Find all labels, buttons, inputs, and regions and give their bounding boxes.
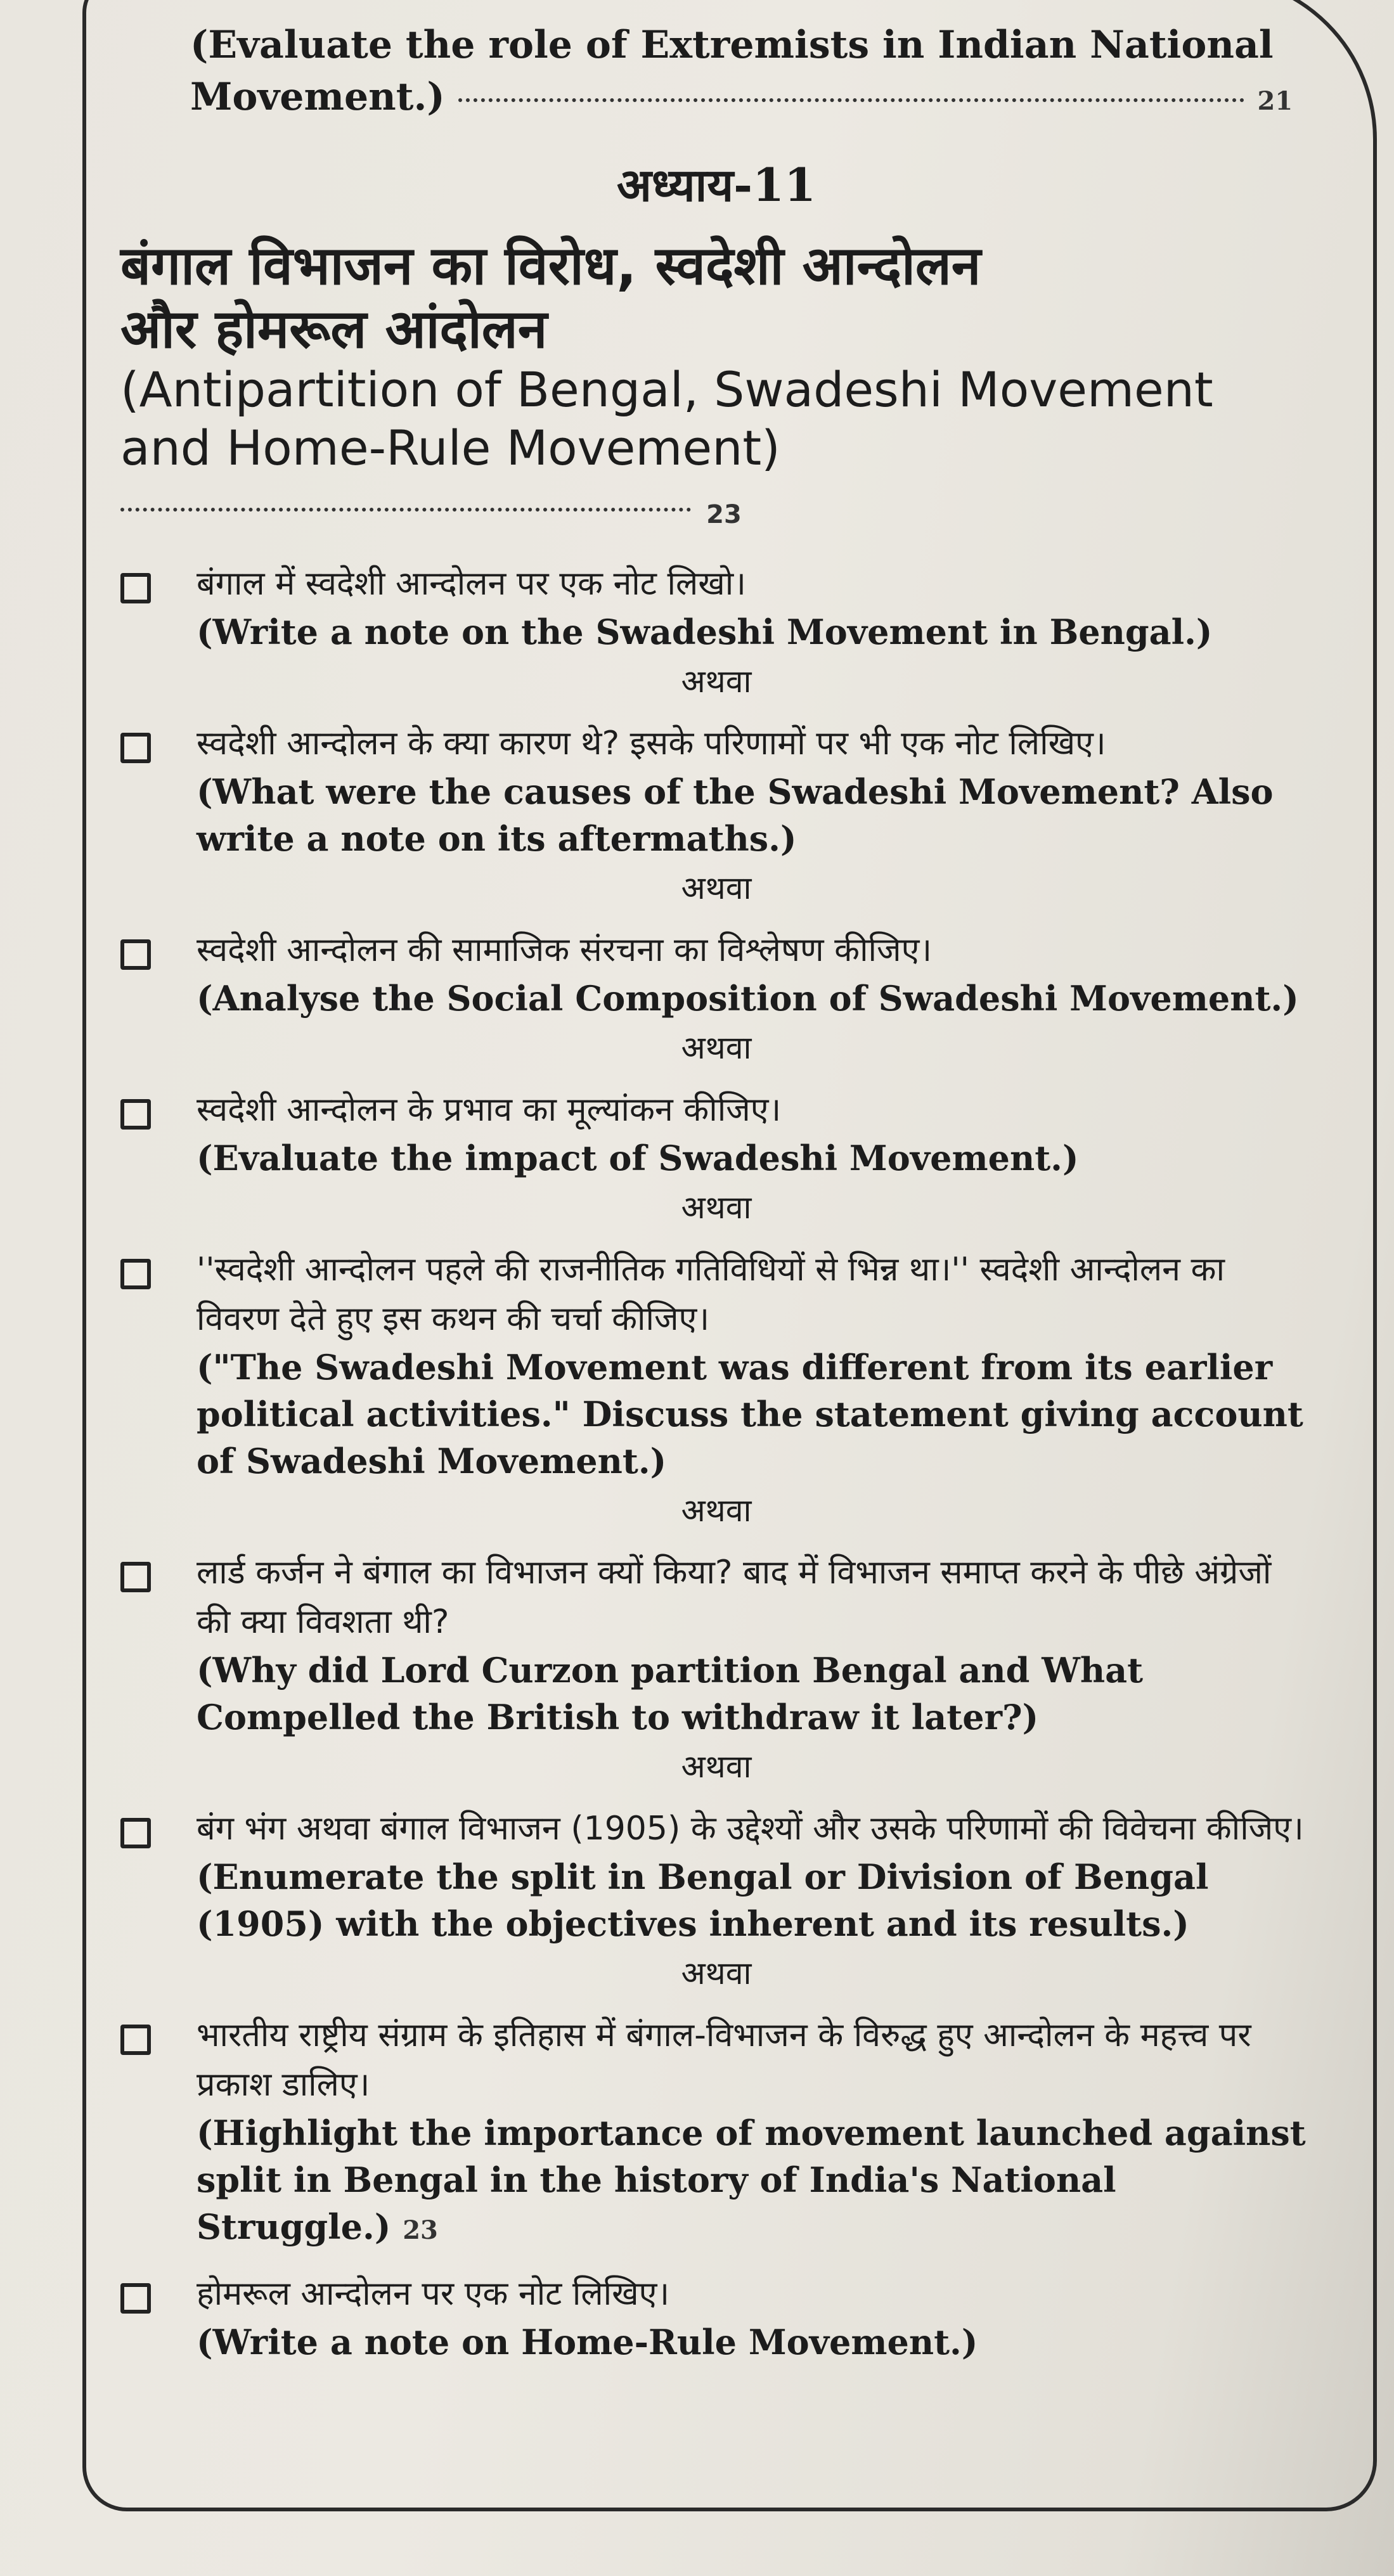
- question-item: [120, 1085, 1312, 1182]
- or-separator: अथवा: [681, 1189, 752, 1226]
- or-separator: अथवा: [681, 1029, 752, 1066]
- question-hindi: स्वदेशी आन्दोलन के क्या कारण थे? इसके परिणामों पर भी एक नोट लिखिए।: [197, 724, 1106, 763]
- previous-entry-line2: [190, 71, 1312, 127]
- previous-entry-line1: (Evaluate the role of Extremists in Indian National: [190, 23, 1274, 67]
- question-item: [120, 925, 1312, 1022]
- chapter-title-hindi-1: बंगाल विभाजन का विरोध, स्वदेशी आन्दोलन: [120, 235, 981, 297]
- or-separator: अथवा: [681, 1492, 752, 1529]
- or-separator: अथवा: [681, 1955, 752, 1992]
- chapter-label: अध्याय-11: [616, 158, 816, 212]
- checkbox-icon: [120, 1562, 151, 1592]
- chapter-title-hindi-2: और होमरूल आंदोलन: [120, 298, 548, 360]
- chapter-title-english-2-row: [120, 419, 1312, 544]
- question-hindi: बंगाल में स्वदेशी आन्दोलन पर एक नोट लिखो।: [197, 565, 746, 603]
- question-hindi: स्वदेशी आन्दोलन के प्रभाव का मूल्यांकन कीजिए।: [197, 1091, 782, 1129]
- chapter-title: [120, 234, 1312, 544]
- previous-entry: [190, 19, 1312, 127]
- chapter-title-english-1: (Antipartition of Bengal, Swadeshi Movement: [120, 361, 1213, 418]
- question-english: ("The Swadeshi Movement was different from its earlier political activities." Discuss the statement giving account of Swadeshi Movement.): [197, 1347, 1303, 1481]
- question-hindi: ''स्वदेशी आन्दोलन पहले की राजनीतिक गतिविधियों से भिन्न था।'' स्वदेशी आन्दोलन का विवरण देते हुए इस कथन की चर्चा कीजिए।: [197, 1251, 1225, 1338]
- dot-leader: [458, 98, 1244, 102]
- question-item: [120, 719, 1312, 862]
- or-separator: अथवा: [681, 870, 752, 906]
- question-english: (Analyse the Social Composition of Swadeshi Movement.): [197, 978, 1299, 1019]
- page-content: [120, 19, 1312, 2366]
- question-hindi: लार्ड कर्जन ने बंगाल का विभाजन क्यों किया? बाद में विभाजन समाप्त करने के पीछे अंग्रेजों की क्या विवशता थी?: [197, 1554, 1272, 1641]
- checkbox-icon: [120, 1818, 151, 1848]
- question-page: 23: [403, 2215, 438, 2245]
- checkbox-icon: [120, 733, 151, 763]
- checkbox-icon: [120, 1259, 151, 1289]
- question-english: (Write a note on the Swadeshi Movement in Bengal.): [197, 612, 1213, 652]
- question-hindi: स्वदेशी आन्दोलन की सामाजिक संरचना का विश्लेषण कीजिए।: [197, 931, 933, 969]
- question-item: [120, 1245, 1312, 1484]
- question-english: (Highlight the importance of movement launched against split in Bengal in the history of India's National Struggle.): [197, 2113, 1306, 2247]
- question-english-row: [197, 2109, 1312, 2254]
- question-english: (Write a note on Home-Rule Movement.): [197, 2322, 978, 2362]
- question-item: [120, 2011, 1312, 2254]
- question-english: (Why did Lord Curzon partition Bengal and What Compelled the British to withdraw it later?): [197, 1650, 1144, 1737]
- checkbox-icon: [120, 2283, 151, 2314]
- question-item: [120, 1804, 1312, 1947]
- question-item: [120, 559, 1312, 655]
- or-separator: अथवा: [681, 1748, 752, 1785]
- dot-leader: [120, 508, 691, 512]
- question-hindi: बंग भंग अथवा बंगाल विभाजन (1905) के उद्देश्यों और उसके परिणामों की विवेचना कीजिए।: [197, 1810, 1304, 1848]
- or-separator: अथवा: [681, 663, 752, 700]
- question-english: (What were the causes of the Swadeshi Movement? Also write a note on its aftermaths.): [197, 771, 1274, 859]
- question-item: [120, 2269, 1312, 2366]
- question-english: (Evaluate the impact of Swadeshi Movement.): [197, 1138, 1079, 1178]
- checkbox-icon: [120, 939, 151, 970]
- checkbox-icon: [120, 2025, 151, 2055]
- previous-entry-page: 21: [1257, 86, 1293, 116]
- chapter-title-english-2: and Home-Rule Movement): [120, 420, 780, 476]
- question-item: [120, 1548, 1312, 1741]
- previous-entry-line2-text: Movement.): [190, 75, 445, 119]
- chapter-page: 23: [706, 500, 742, 529]
- question-english: (Enumerate the split in Bengal or Division of Bengal (1905) with the objectives inherent and its results.): [197, 1857, 1209, 1944]
- checkbox-icon: [120, 1099, 151, 1130]
- question-hindi: होमरूल आन्दोलन पर एक नोट लिखिए।: [197, 2275, 670, 2313]
- checkbox-icon: [120, 573, 151, 603]
- question-hindi: भारतीय राष्ट्रीय संग्राम के इतिहास में बंगाल-विभाजन के विरुद्ध हुए आन्दोलन के महत्त्व पर प्रकाश डालिए।: [197, 2016, 1251, 2104]
